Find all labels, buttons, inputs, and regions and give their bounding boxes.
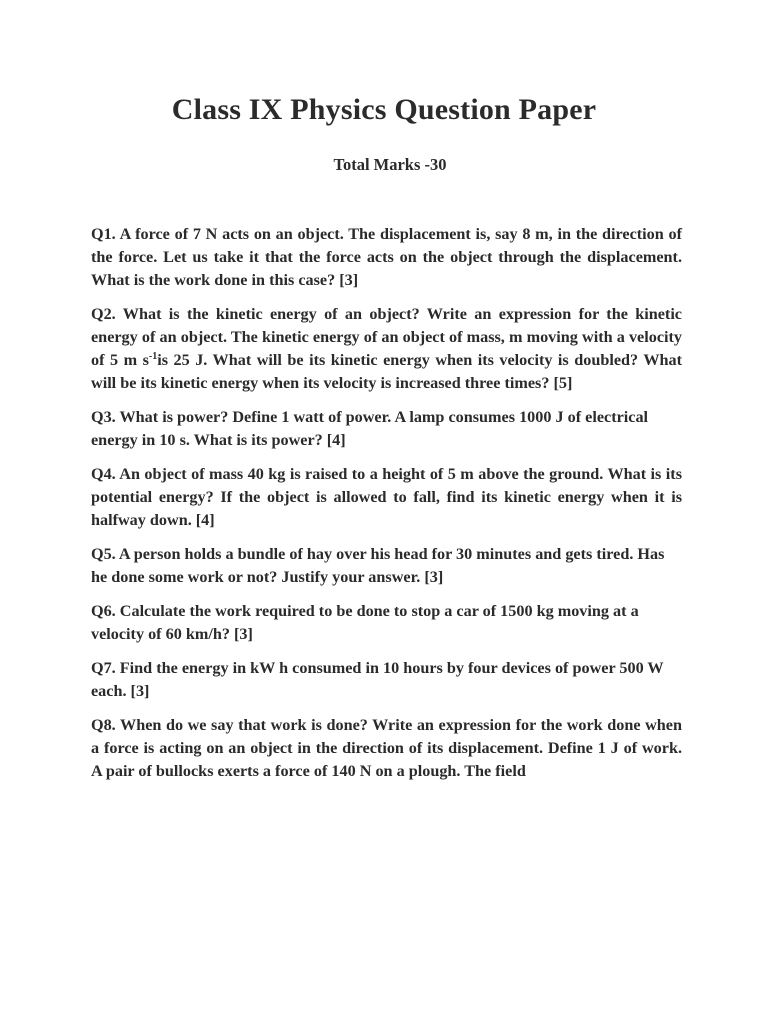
paper-title: Class IX Physics Question Paper [171,93,597,126]
question-2-text-before: Q2. What is the kinetic energy of an object? Write an expression for the kinetic energy of an object. The kinetic energy of an object of mass, m moving with a velocity of 5 m s [91,305,682,369]
question-1: Q1. A force of 7 N acts on an object. The displacement is, say 8 m, in the direction of the force. Let us take it that the force acts on the object through the displacement. What is the work done in this case? [3] [91,225,682,289]
question-5: Q5. A person holds a bundle of hay over his head for 30 minutes and gets tired. Has he done some work or not? Justify your answer. [3] [91,545,665,586]
question-6: Q6. Calculate the work required to be done to stop a car of 1500 kg moving at a velocity of 60 km/h? [3] [91,602,639,643]
question-8: Q8. When do we say that work is done? Write an expression for the work done when a force is acting on an object in the direction of its displacement. Define 1 J of work. A pair of bullocks exerts a force of 140 N on a plough. The field [91,716,682,780]
total-marks: Total Marks -30 [333,155,447,174]
question-3: Q3. What is power? Define 1 watt of power. A lamp consumes 1000 J of electrical energy in 10 s. What is its power? [4] [91,408,649,449]
question-2 [91,303,682,395]
question-4: Q4. An object of mass 40 kg is raised to a height of 5 m above the ground. What is its potential energy? If the object is allowed to fall, find its kinetic energy when it is halfway down. [4] [91,465,682,529]
question-list [91,223,682,794]
question-2-text-after: is 25 J. What will be its kinetic energy when its velocity is doubled? What will be its kinetic energy when its velocity is increased three times? [5] [91,351,682,392]
question-7: Q7. Find the energy in kW h consumed in 10 hours by four devices of power 500 W each. [3] [91,659,664,700]
question-2-superscript: -1 [148,351,158,362]
